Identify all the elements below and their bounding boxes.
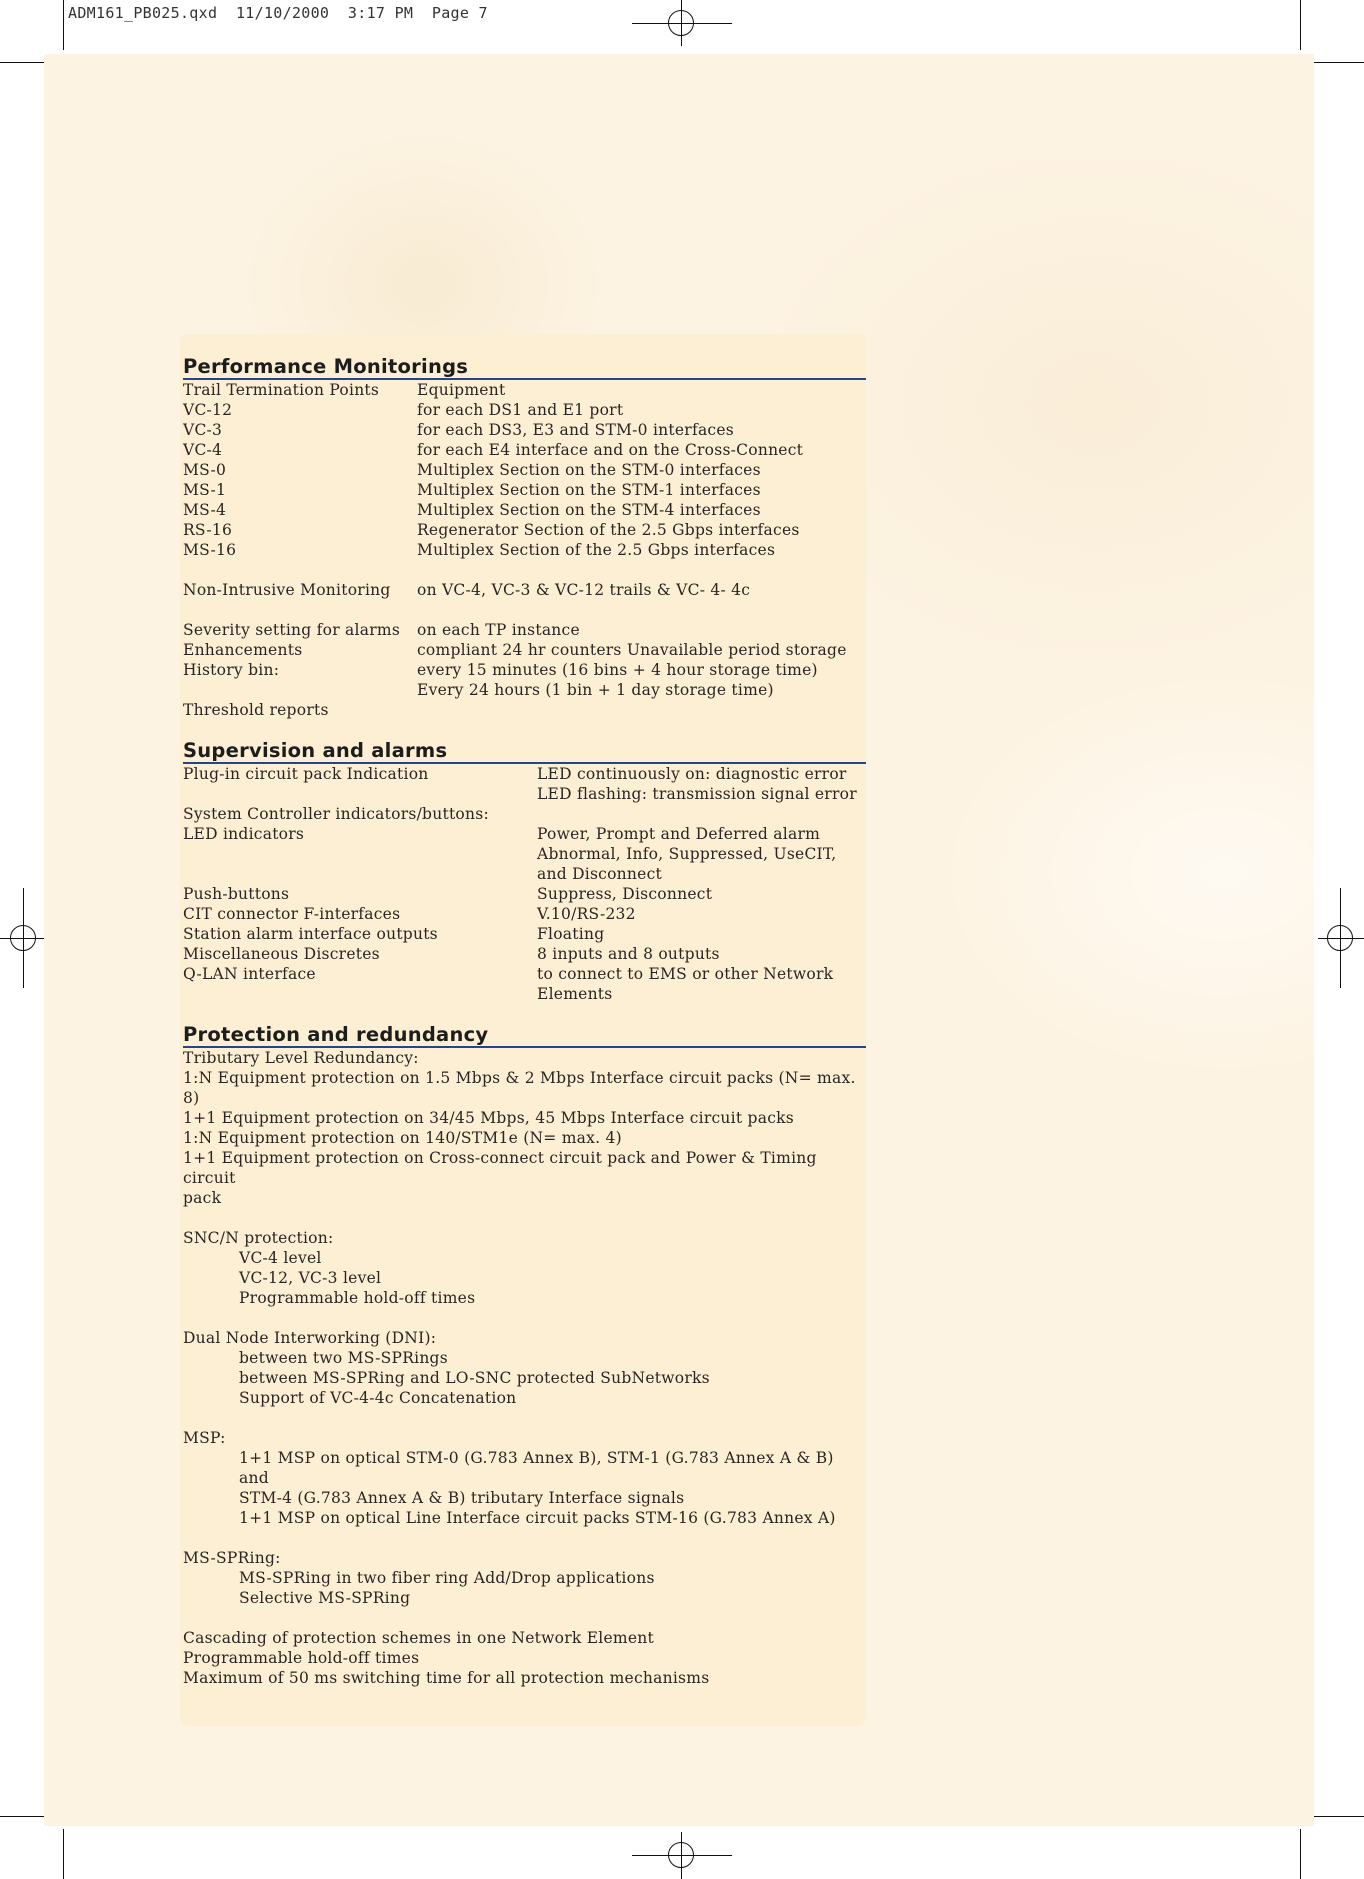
row-value: LED flashing: transmission signal error <box>537 785 857 803</box>
row-value: Multiplex Section on the STM-4 interfaces <box>417 501 761 519</box>
list-item: Support of VC-4-4c Concatenation <box>239 1389 517 1407</box>
row-label: Enhancements <box>183 641 303 659</box>
row-label: Station alarm interface outputs <box>183 925 438 943</box>
table-row <box>183 500 866 520</box>
table-row <box>183 620 866 640</box>
row-label: Trail Termination Points <box>183 381 380 399</box>
row-value: Multiplex Section on the STM-1 interfaces <box>417 481 761 499</box>
row-value: Multiplex Section of the 2.5 Gbps interfaces <box>417 541 776 559</box>
list-item: 1:N Equipment protection on 140/STM1e (N= max. 4) <box>183 1129 622 1147</box>
row-label: Miscellaneous Discretes <box>183 945 380 963</box>
list-item: STM-4 (G.783 Annex A & B) tributary Interface signals <box>239 1489 685 1507</box>
row-value: Multiplex Section on the STM-0 interfaces <box>417 461 761 479</box>
table-row <box>183 700 866 720</box>
table-row <box>183 540 866 560</box>
row-label: History bin: <box>183 661 280 679</box>
row-value: LED continuously on: diagnostic error <box>537 765 847 783</box>
row-value: on each TP instance <box>417 621 580 639</box>
list-item: Selective MS-SPRing <box>239 1589 411 1607</box>
list-heading: MSP: <box>183 1429 226 1447</box>
list-item: VC-4 level <box>239 1249 322 1267</box>
list-item: VC-12, VC-3 level <box>239 1269 382 1287</box>
spec-content <box>183 356 866 1688</box>
crop-mark <box>1314 1816 1364 1817</box>
row-value: 8 inputs and 8 outputs <box>537 945 720 963</box>
crop-mark <box>1300 0 1301 50</box>
table-row <box>183 784 866 804</box>
section-title-supervision: Supervision and alarms <box>183 740 866 764</box>
list-item: between two MS-SPRings <box>239 1349 448 1367</box>
list-item: MS-SPRing in two fiber ring Add/Drop applications <box>239 1569 655 1587</box>
row-label: VC-3 <box>183 421 223 439</box>
list-item: Programmable hold-off times <box>183 1649 420 1667</box>
table-row <box>183 944 866 964</box>
list-item: 1:N Equipment protection on 1.5 Mbps & 2 Mbps Interface circuit packs (N= max. 8) <box>183 1069 856 1107</box>
list-item: Programmable hold-off times <box>239 1289 476 1307</box>
list-item: 1+1 Equipment protection on 34/45 Mbps, 45 Mbps Interface circuit packs <box>183 1109 794 1127</box>
list-heading: Dual Node Interworking (DNI): <box>183 1329 437 1347</box>
row-value: for each DS3, E3 and STM-0 interfaces <box>417 421 734 439</box>
row-label: MS-0 <box>183 461 227 479</box>
table-row <box>183 400 866 420</box>
list-heading: SNC/N protection: <box>183 1229 334 1247</box>
row-label: RS-16 <box>183 521 233 539</box>
row-value: Suppress, Disconnect <box>537 885 713 903</box>
table-row <box>183 640 866 660</box>
performance-table <box>183 380 866 720</box>
section-title-performance: Performance Monitorings <box>183 356 866 380</box>
section-title-protection: Protection and redundancy <box>183 1024 866 1048</box>
row-label: MS-1 <box>183 481 227 499</box>
row-label: LED indicators <box>183 825 305 843</box>
row-label: Non-Intrusive Monitoring <box>183 581 391 599</box>
table-row <box>183 680 866 700</box>
crop-mark <box>0 1816 50 1817</box>
crop-mark <box>63 1829 64 1879</box>
row-label: CIT connector F-interfaces <box>183 905 401 923</box>
table-row <box>183 824 866 844</box>
table-row <box>183 964 866 984</box>
row-value: to connect to EMS or other Network <box>537 965 834 983</box>
row-label: VC-12 <box>183 401 233 419</box>
row-value: Equipment <box>417 381 506 399</box>
row-value: for each E4 interface and on the Cross-Connect <box>417 441 804 459</box>
row-value: Every 24 hours (1 bin + 1 day storage time) <box>417 681 774 699</box>
row-value: and Disconnect <box>537 865 662 883</box>
table-row <box>183 460 866 480</box>
row-value: every 15 minutes (16 bins + 4 hour storage time) <box>417 661 818 679</box>
crop-mark <box>63 0 64 50</box>
row-value: Floating <box>537 925 605 943</box>
table-row <box>183 660 866 680</box>
table-row <box>183 864 866 884</box>
list-heading: MS-SPRing: <box>183 1549 281 1567</box>
crop-mark <box>1300 1829 1301 1879</box>
row-label: MS-4 <box>183 501 227 519</box>
row-value: Elements <box>537 985 613 1003</box>
row-label: Threshold reports <box>183 701 329 719</box>
row-label: Plug-in circuit pack Indication <box>183 765 429 783</box>
registration-mark <box>10 925 36 951</box>
row-label <box>183 844 537 864</box>
table-row <box>183 764 866 784</box>
file-slug: ADM161_PB025.qxd 11/10/2000 3:17 PM Page 7 <box>68 4 488 22</box>
table-row <box>183 924 866 944</box>
table-row <box>183 804 866 824</box>
supervision-table <box>183 764 866 1004</box>
registration-mark <box>668 10 694 36</box>
row-value: V.10/RS-232 <box>537 905 636 923</box>
row-label <box>183 784 537 804</box>
list-item: 1+1 MSP on optical STM-0 (G.783 Annex B), STM-1 (G.783 Annex A & B) and <box>239 1449 834 1487</box>
crop-mark <box>1314 62 1364 63</box>
protection-block <box>183 1048 866 1688</box>
row-label: Push-buttons <box>183 885 290 903</box>
row-value: for each DS1 and E1 port <box>417 401 624 419</box>
table-row <box>183 420 866 440</box>
row-label <box>183 864 537 884</box>
table-row <box>183 440 866 460</box>
row-label <box>183 680 417 700</box>
list-item: 1+1 MSP on optical Line Interface circuit packs STM-16 (G.783 Annex A) <box>239 1509 836 1527</box>
registration-mark <box>668 1842 694 1868</box>
table-row <box>183 380 866 400</box>
table-row <box>183 580 866 600</box>
table-row <box>183 904 866 924</box>
crop-mark <box>0 62 50 63</box>
row-label: Severity setting for alarms <box>183 621 401 639</box>
list-item: between MS-SPRing and LO-SNC protected SubNetworks <box>239 1369 710 1387</box>
list-heading: Tributary Level Redundancy: <box>183 1049 419 1067</box>
row-value: compliant 24 hr counters Unavailable period storage <box>417 641 847 659</box>
row-label <box>183 984 537 1004</box>
registration-mark <box>1327 925 1353 951</box>
row-value: Abnormal, Info, Suppressed, UseCIT, <box>537 845 837 863</box>
row-label: Q-LAN interface <box>183 965 316 983</box>
table-row <box>183 520 866 540</box>
table-row <box>183 480 866 500</box>
row-value: Power, Prompt and Deferred alarm <box>537 825 821 843</box>
row-value: on VC-4, VC-3 & VC-12 trails & VC- 4- 4c <box>417 581 751 599</box>
row-label: System Controller indicators/buttons: <box>183 805 489 823</box>
row-value <box>417 700 866 720</box>
table-row <box>183 984 866 1004</box>
list-item: Cascading of protection schemes in one Network Element <box>183 1629 654 1647</box>
list-item: pack <box>183 1189 222 1207</box>
row-value <box>537 804 866 824</box>
row-value: Regenerator Section of the 2.5 Gbps interfaces <box>417 521 800 539</box>
row-label: MS-16 <box>183 541 237 559</box>
row-label: VC-4 <box>183 441 223 459</box>
table-row <box>183 884 866 904</box>
list-item: Maximum of 50 ms switching time for all protection mechanisms <box>183 1669 710 1687</box>
table-row <box>183 844 866 864</box>
list-item: 1+1 Equipment protection on Cross-connect circuit pack and Power & Timing circuit <box>183 1149 817 1187</box>
